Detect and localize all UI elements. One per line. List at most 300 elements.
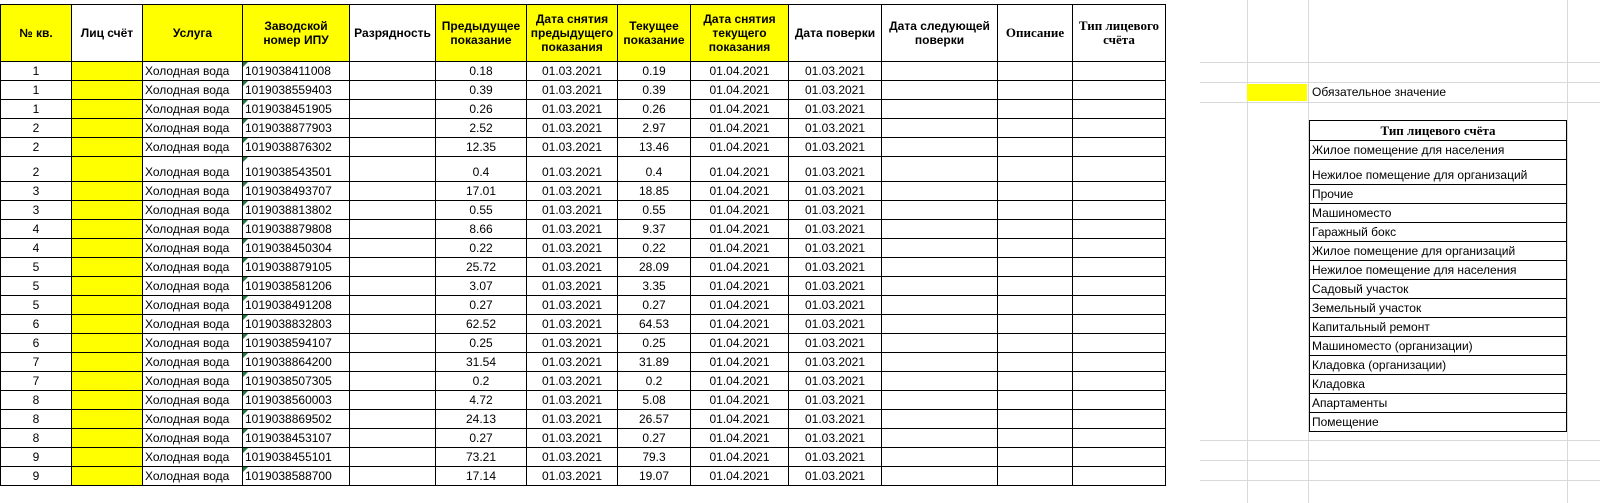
current-date-cell[interactable]: 01.04.2021	[691, 258, 789, 277]
service-cell[interactable]: Холодная вода	[143, 220, 243, 239]
serial-number-cell[interactable]: 1019038869502	[243, 410, 350, 429]
previous-reading-cell[interactable]: 2.52	[436, 119, 527, 138]
apartment-number-cell[interactable]: 4	[1, 220, 72, 239]
service-cell[interactable]: Холодная вода	[143, 448, 243, 467]
current-date-cell[interactable]: 01.04.2021	[691, 277, 789, 296]
serial-number-cell[interactable]: 1019038543501	[243, 157, 350, 182]
service-cell[interactable]: Холодная вода	[143, 258, 243, 277]
service-cell[interactable]: Холодная вода	[143, 62, 243, 81]
current-date-cell[interactable]: 01.04.2021	[691, 410, 789, 429]
previous-date-cell[interactable]: 01.03.2021	[527, 138, 618, 157]
digits-cell[interactable]	[350, 353, 436, 372]
current-date-cell[interactable]: 01.04.2021	[691, 100, 789, 119]
apartment-number-cell[interactable]: 2	[1, 138, 72, 157]
description-cell[interactable]	[998, 138, 1073, 157]
apartment-number-cell[interactable]: 4	[1, 239, 72, 258]
account-type-cell[interactable]	[1073, 277, 1166, 296]
account-type-cell[interactable]	[1073, 296, 1166, 315]
account-type-cell[interactable]	[1073, 467, 1166, 486]
current-reading-cell[interactable]: 0.27	[618, 296, 691, 315]
required-legend-label[interactable]: Обязательное значение	[1312, 85, 1447, 99]
next-verification-cell[interactable]	[882, 100, 998, 119]
account-types-title[interactable]: Тип лицевого счёта	[1310, 121, 1567, 141]
account-cell[interactable]	[72, 138, 143, 157]
next-verification-cell[interactable]	[882, 220, 998, 239]
previous-date-cell[interactable]: 01.03.2021	[527, 296, 618, 315]
previous-date-cell[interactable]: 01.03.2021	[527, 182, 618, 201]
description-cell[interactable]	[998, 81, 1073, 100]
current-date-cell[interactable]: 01.04.2021	[691, 157, 789, 182]
current-date-cell[interactable]: 01.04.2021	[691, 391, 789, 410]
digits-cell[interactable]	[350, 429, 436, 448]
previous-date-cell[interactable]: 01.03.2021	[527, 334, 618, 353]
header-apartment-number[interactable]: № кв.	[1, 5, 72, 62]
current-date-cell[interactable]: 01.04.2021	[691, 201, 789, 220]
serial-number-cell[interactable]: 1019038411008	[243, 62, 350, 81]
description-cell[interactable]	[998, 467, 1073, 486]
next-verification-cell[interactable]	[882, 201, 998, 220]
account-type-cell[interactable]	[1073, 353, 1166, 372]
account-cell[interactable]	[72, 334, 143, 353]
account-cell[interactable]	[72, 220, 143, 239]
verification-date-cell[interactable]: 01.03.2021	[789, 391, 882, 410]
previous-reading-cell[interactable]: 0.26	[436, 100, 527, 119]
serial-number-cell[interactable]: 1019038507305	[243, 372, 350, 391]
current-reading-cell[interactable]: 0.27	[618, 429, 691, 448]
description-cell[interactable]	[998, 372, 1073, 391]
previous-reading-cell[interactable]: 24.13	[436, 410, 527, 429]
next-verification-cell[interactable]	[882, 448, 998, 467]
apartment-number-cell[interactable]: 5	[1, 258, 72, 277]
current-date-cell[interactable]: 01.04.2021	[691, 138, 789, 157]
account-cell[interactable]	[72, 410, 143, 429]
account-type-cell[interactable]	[1073, 239, 1166, 258]
current-date-cell[interactable]: 01.04.2021	[691, 239, 789, 258]
account-type-cell[interactable]	[1073, 220, 1166, 239]
description-cell[interactable]	[998, 220, 1073, 239]
previous-reading-cell[interactable]: 0.39	[436, 81, 527, 100]
next-verification-cell[interactable]	[882, 315, 998, 334]
serial-number-cell[interactable]: 1019038450304	[243, 239, 350, 258]
account-type-item[interactable]: Жилое помещение для населения	[1310, 141, 1567, 160]
header-previous-reading[interactable]: Предыдущее показание	[436, 5, 527, 62]
account-cell[interactable]	[72, 182, 143, 201]
account-cell[interactable]	[72, 296, 143, 315]
current-reading-cell[interactable]: 0.26	[618, 100, 691, 119]
current-reading-cell[interactable]: 0.2	[618, 372, 691, 391]
current-date-cell[interactable]: 01.04.2021	[691, 296, 789, 315]
apartment-number-cell[interactable]: 8	[1, 391, 72, 410]
verification-date-cell[interactable]: 01.03.2021	[789, 296, 882, 315]
previous-date-cell[interactable]: 01.03.2021	[527, 277, 618, 296]
apartment-number-cell[interactable]: 6	[1, 334, 72, 353]
current-reading-cell[interactable]: 31.89	[618, 353, 691, 372]
serial-number-cell[interactable]: 1019038594107	[243, 334, 350, 353]
verification-date-cell[interactable]: 01.03.2021	[789, 372, 882, 391]
previous-reading-cell[interactable]: 12.35	[436, 138, 527, 157]
previous-date-cell[interactable]: 01.03.2021	[527, 157, 618, 182]
account-cell[interactable]	[72, 372, 143, 391]
account-cell[interactable]	[72, 62, 143, 81]
digits-cell[interactable]	[350, 138, 436, 157]
header-account-type[interactable]: Тип лицевого счёта	[1073, 5, 1166, 62]
account-cell[interactable]	[72, 315, 143, 334]
serial-number-cell[interactable]: 1019038560003	[243, 391, 350, 410]
serial-number-cell[interactable]: 1019038581206	[243, 277, 350, 296]
account-type-cell[interactable]	[1073, 182, 1166, 201]
current-reading-cell[interactable]: 0.25	[618, 334, 691, 353]
description-cell[interactable]	[998, 157, 1073, 182]
serial-number-cell[interactable]: 1019038493707	[243, 182, 350, 201]
apartment-number-cell[interactable]: 9	[1, 448, 72, 467]
current-date-cell[interactable]: 01.04.2021	[691, 372, 789, 391]
digits-cell[interactable]	[350, 467, 436, 486]
account-type-item[interactable]: Апартаменты	[1310, 394, 1567, 413]
verification-date-cell[interactable]: 01.03.2021	[789, 353, 882, 372]
digits-cell[interactable]	[350, 410, 436, 429]
verification-date-cell[interactable]: 01.03.2021	[789, 315, 882, 334]
account-type-item[interactable]: Машиноместо (организации)	[1310, 337, 1567, 356]
previous-reading-cell[interactable]: 0.22	[436, 239, 527, 258]
digits-cell[interactable]	[350, 119, 436, 138]
description-cell[interactable]	[998, 201, 1073, 220]
header-serial-number[interactable]: Заводской номер ИПУ	[243, 5, 350, 62]
next-verification-cell[interactable]	[882, 157, 998, 182]
account-cell[interactable]	[72, 448, 143, 467]
header-previous-reading-date[interactable]: Дата снятия предыдущего показания	[527, 5, 618, 62]
description-cell[interactable]	[998, 296, 1073, 315]
digits-cell[interactable]	[350, 220, 436, 239]
account-type-cell[interactable]	[1073, 448, 1166, 467]
account-type-item[interactable]: Прочие	[1310, 185, 1567, 204]
serial-number-cell[interactable]: 1019038879105	[243, 258, 350, 277]
account-type-item[interactable]: Кладовка	[1310, 375, 1567, 394]
account-type-cell[interactable]	[1073, 258, 1166, 277]
service-cell[interactable]: Холодная вода	[143, 410, 243, 429]
service-cell[interactable]: Холодная вода	[143, 119, 243, 138]
apartment-number-cell[interactable]: 9	[1, 467, 72, 486]
service-cell[interactable]: Холодная вода	[143, 182, 243, 201]
previous-date-cell[interactable]: 01.03.2021	[527, 220, 618, 239]
previous-date-cell[interactable]: 01.03.2021	[527, 315, 618, 334]
next-verification-cell[interactable]	[882, 258, 998, 277]
description-cell[interactable]	[998, 391, 1073, 410]
previous-date-cell[interactable]: 01.03.2021	[527, 391, 618, 410]
digits-cell[interactable]	[350, 81, 436, 100]
header-current-reading[interactable]: Текущее показание	[618, 5, 691, 62]
account-cell[interactable]	[72, 258, 143, 277]
verification-date-cell[interactable]: 01.03.2021	[789, 119, 882, 138]
verification-date-cell[interactable]: 01.03.2021	[789, 410, 882, 429]
service-cell[interactable]: Холодная вода	[143, 296, 243, 315]
service-cell[interactable]: Холодная вода	[143, 138, 243, 157]
serial-number-cell[interactable]: 1019038451905	[243, 100, 350, 119]
header-service[interactable]: Услуга	[143, 5, 243, 62]
current-reading-cell[interactable]: 9.37	[618, 220, 691, 239]
previous-reading-cell[interactable]: 0.18	[436, 62, 527, 81]
description-cell[interactable]	[998, 182, 1073, 201]
account-cell[interactable]	[72, 100, 143, 119]
account-type-item[interactable]: Кладовка (организации)	[1310, 356, 1567, 375]
previous-reading-cell[interactable]: 8.66	[436, 220, 527, 239]
apartment-number-cell[interactable]: 1	[1, 62, 72, 81]
digits-cell[interactable]	[350, 62, 436, 81]
account-cell[interactable]	[72, 277, 143, 296]
header-description[interactable]: Описание	[998, 5, 1073, 62]
account-type-cell[interactable]	[1073, 157, 1166, 182]
previous-date-cell[interactable]: 01.03.2021	[527, 353, 618, 372]
description-cell[interactable]	[998, 62, 1073, 81]
verification-date-cell[interactable]: 01.03.2021	[789, 100, 882, 119]
serial-number-cell[interactable]: 1019038877903	[243, 119, 350, 138]
verification-date-cell[interactable]: 01.03.2021	[789, 467, 882, 486]
next-verification-cell[interactable]	[882, 334, 998, 353]
verification-date-cell[interactable]: 01.03.2021	[789, 220, 882, 239]
verification-date-cell[interactable]: 01.03.2021	[789, 429, 882, 448]
header-verification-date[interactable]: Дата поверки	[789, 5, 882, 62]
current-reading-cell[interactable]: 79.3	[618, 448, 691, 467]
previous-reading-cell[interactable]: 0.2	[436, 372, 527, 391]
account-type-item[interactable]: Жилое помещение для организаций	[1310, 242, 1567, 261]
current-date-cell[interactable]: 01.04.2021	[691, 429, 789, 448]
serial-number-cell[interactable]: 1019038453107	[243, 429, 350, 448]
account-type-item[interactable]: Нежилое помещение для населения	[1310, 261, 1567, 280]
current-reading-cell[interactable]: 0.39	[618, 81, 691, 100]
serial-number-cell[interactable]: 1019038491208	[243, 296, 350, 315]
account-type-item[interactable]: Капитальный ремонт	[1310, 318, 1567, 337]
account-type-item[interactable]: Садовый участок	[1310, 280, 1567, 299]
account-type-cell[interactable]	[1073, 429, 1166, 448]
service-cell[interactable]: Холодная вода	[143, 100, 243, 119]
next-verification-cell[interactable]	[882, 372, 998, 391]
service-cell[interactable]: Холодная вода	[143, 391, 243, 410]
service-cell[interactable]: Холодная вода	[143, 353, 243, 372]
description-cell[interactable]	[998, 448, 1073, 467]
next-verification-cell[interactable]	[882, 391, 998, 410]
apartment-number-cell[interactable]: 5	[1, 296, 72, 315]
verification-date-cell[interactable]: 01.03.2021	[789, 448, 882, 467]
description-cell[interactable]	[998, 239, 1073, 258]
current-date-cell[interactable]: 01.04.2021	[691, 119, 789, 138]
verification-date-cell[interactable]: 01.03.2021	[789, 182, 882, 201]
account-type-cell[interactable]	[1073, 372, 1166, 391]
apartment-number-cell[interactable]: 1	[1, 81, 72, 100]
apartment-number-cell[interactable]: 7	[1, 372, 72, 391]
verification-date-cell[interactable]: 01.03.2021	[789, 277, 882, 296]
serial-number-cell[interactable]: 1019038588700	[243, 467, 350, 486]
next-verification-cell[interactable]	[882, 410, 998, 429]
description-cell[interactable]	[998, 258, 1073, 277]
current-reading-cell[interactable]: 28.09	[618, 258, 691, 277]
previous-date-cell[interactable]: 01.03.2021	[527, 258, 618, 277]
account-cell[interactable]	[72, 353, 143, 372]
apartment-number-cell[interactable]: 7	[1, 353, 72, 372]
next-verification-cell[interactable]	[882, 62, 998, 81]
previous-reading-cell[interactable]: 31.54	[436, 353, 527, 372]
verification-date-cell[interactable]: 01.03.2021	[789, 258, 882, 277]
verification-date-cell[interactable]: 01.03.2021	[789, 239, 882, 258]
serial-number-cell[interactable]: 1019038455101	[243, 448, 350, 467]
account-type-cell[interactable]	[1073, 119, 1166, 138]
description-cell[interactable]	[998, 410, 1073, 429]
current-reading-cell[interactable]: 18.85	[618, 182, 691, 201]
current-reading-cell[interactable]: 0.4	[618, 157, 691, 182]
previous-reading-cell[interactable]: 17.01	[436, 182, 527, 201]
description-cell[interactable]	[998, 353, 1073, 372]
next-verification-cell[interactable]	[882, 467, 998, 486]
next-verification-cell[interactable]	[882, 182, 998, 201]
current-reading-cell[interactable]: 19.07	[618, 467, 691, 486]
current-date-cell[interactable]: 01.04.2021	[691, 182, 789, 201]
current-reading-cell[interactable]: 0.22	[618, 239, 691, 258]
account-type-item[interactable]: Нежилое помещение для организаций	[1310, 160, 1567, 185]
digits-cell[interactable]	[350, 258, 436, 277]
current-date-cell[interactable]: 01.04.2021	[691, 62, 789, 81]
service-cell[interactable]: Холодная вода	[143, 334, 243, 353]
description-cell[interactable]	[998, 100, 1073, 119]
apartment-number-cell[interactable]: 2	[1, 157, 72, 182]
next-verification-cell[interactable]	[882, 353, 998, 372]
account-type-cell[interactable]	[1073, 391, 1166, 410]
verification-date-cell[interactable]: 01.03.2021	[789, 62, 882, 81]
service-cell[interactable]: Холодная вода	[143, 467, 243, 486]
current-reading-cell[interactable]: 2.97	[618, 119, 691, 138]
current-reading-cell[interactable]: 0.19	[618, 62, 691, 81]
previous-reading-cell[interactable]: 0.27	[436, 296, 527, 315]
apartment-number-cell[interactable]: 2	[1, 119, 72, 138]
digits-cell[interactable]	[350, 391, 436, 410]
previous-date-cell[interactable]: 01.03.2021	[527, 429, 618, 448]
next-verification-cell[interactable]	[882, 429, 998, 448]
description-cell[interactable]	[998, 334, 1073, 353]
serial-number-cell[interactable]: 1019038879808	[243, 220, 350, 239]
digits-cell[interactable]	[350, 448, 436, 467]
digits-cell[interactable]	[350, 296, 436, 315]
serial-number-cell[interactable]: 1019038832803	[243, 315, 350, 334]
serial-number-cell[interactable]: 1019038559403	[243, 81, 350, 100]
account-type-item[interactable]: Помещение	[1310, 413, 1567, 432]
previous-reading-cell[interactable]: 25.72	[436, 258, 527, 277]
digits-cell[interactable]	[350, 334, 436, 353]
previous-reading-cell[interactable]: 0.4	[436, 157, 527, 182]
current-date-cell[interactable]: 01.04.2021	[691, 315, 789, 334]
next-verification-cell[interactable]	[882, 277, 998, 296]
description-cell[interactable]	[998, 315, 1073, 334]
description-cell[interactable]	[998, 277, 1073, 296]
header-current-reading-date[interactable]: Дата снятия текущего показания	[691, 5, 789, 62]
verification-date-cell[interactable]: 01.03.2021	[789, 81, 882, 100]
next-verification-cell[interactable]	[882, 81, 998, 100]
current-date-cell[interactable]: 01.04.2021	[691, 81, 789, 100]
current-date-cell[interactable]: 01.04.2021	[691, 353, 789, 372]
verification-date-cell[interactable]: 01.03.2021	[789, 201, 882, 220]
digits-cell[interactable]	[350, 157, 436, 182]
serial-number-cell[interactable]: 1019038876302	[243, 138, 350, 157]
service-cell[interactable]: Холодная вода	[143, 201, 243, 220]
verification-date-cell[interactable]: 01.03.2021	[789, 334, 882, 353]
account-type-cell[interactable]	[1073, 62, 1166, 81]
current-date-cell[interactable]: 01.04.2021	[691, 334, 789, 353]
account-type-item[interactable]: Гаражный бокс	[1310, 223, 1567, 242]
previous-reading-cell[interactable]: 0.25	[436, 334, 527, 353]
account-type-cell[interactable]	[1073, 138, 1166, 157]
description-cell[interactable]	[998, 429, 1073, 448]
account-type-item[interactable]: Земельный участок	[1310, 299, 1567, 318]
previous-reading-cell[interactable]: 17.14	[436, 467, 527, 486]
apartment-number-cell[interactable]: 6	[1, 315, 72, 334]
current-reading-cell[interactable]: 0.55	[618, 201, 691, 220]
apartment-number-cell[interactable]: 8	[1, 410, 72, 429]
next-verification-cell[interactable]	[882, 239, 998, 258]
account-type-cell[interactable]	[1073, 81, 1166, 100]
header-account[interactable]: Лиц счёт	[72, 5, 143, 62]
current-date-cell[interactable]: 01.04.2021	[691, 467, 789, 486]
current-date-cell[interactable]: 01.04.2021	[691, 448, 789, 467]
current-reading-cell[interactable]: 26.57	[618, 410, 691, 429]
previous-date-cell[interactable]: 01.03.2021	[527, 372, 618, 391]
current-reading-cell[interactable]: 5.08	[618, 391, 691, 410]
digits-cell[interactable]	[350, 277, 436, 296]
account-cell[interactable]	[72, 201, 143, 220]
previous-date-cell[interactable]: 01.03.2021	[527, 448, 618, 467]
account-cell[interactable]	[72, 119, 143, 138]
digits-cell[interactable]	[350, 372, 436, 391]
serial-number-cell[interactable]: 1019038864200	[243, 353, 350, 372]
digits-cell[interactable]	[350, 182, 436, 201]
account-type-item[interactable]: Машиноместо	[1310, 204, 1567, 223]
account-cell[interactable]	[72, 81, 143, 100]
description-cell[interactable]	[998, 119, 1073, 138]
account-cell[interactable]	[72, 239, 143, 258]
digits-cell[interactable]	[350, 315, 436, 334]
previous-reading-cell[interactable]: 62.52	[436, 315, 527, 334]
account-type-cell[interactable]	[1073, 315, 1166, 334]
current-reading-cell[interactable]: 3.35	[618, 277, 691, 296]
header-digits[interactable]: Разрядность	[350, 5, 436, 62]
next-verification-cell[interactable]	[882, 296, 998, 315]
current-date-cell[interactable]: 01.04.2021	[691, 220, 789, 239]
apartment-number-cell[interactable]: 3	[1, 201, 72, 220]
previous-reading-cell[interactable]: 0.55	[436, 201, 527, 220]
digits-cell[interactable]	[350, 239, 436, 258]
account-cell[interactable]	[72, 467, 143, 486]
previous-date-cell[interactable]: 01.03.2021	[527, 239, 618, 258]
next-verification-cell[interactable]	[882, 138, 998, 157]
service-cell[interactable]: Холодная вода	[143, 429, 243, 448]
current-reading-cell[interactable]: 64.53	[618, 315, 691, 334]
verification-date-cell[interactable]: 01.03.2021	[789, 157, 882, 182]
previous-date-cell[interactable]: 01.03.2021	[527, 119, 618, 138]
previous-reading-cell[interactable]: 0.27	[436, 429, 527, 448]
verification-date-cell[interactable]: 01.03.2021	[789, 138, 882, 157]
previous-date-cell[interactable]: 01.03.2021	[527, 81, 618, 100]
previous-date-cell[interactable]: 01.03.2021	[527, 62, 618, 81]
previous-reading-cell[interactable]: 4.72	[436, 391, 527, 410]
service-cell[interactable]: Холодная вода	[143, 239, 243, 258]
account-cell[interactable]	[72, 157, 143, 182]
required-legend-swatch[interactable]	[1247, 84, 1307, 101]
previous-date-cell[interactable]: 01.03.2021	[527, 201, 618, 220]
previous-reading-cell[interactable]: 3.07	[436, 277, 527, 296]
apartment-number-cell[interactable]: 8	[1, 429, 72, 448]
previous-reading-cell[interactable]: 73.21	[436, 448, 527, 467]
service-cell[interactable]: Холодная вода	[143, 372, 243, 391]
account-type-cell[interactable]	[1073, 334, 1166, 353]
previous-date-cell[interactable]: 01.03.2021	[527, 410, 618, 429]
service-cell[interactable]: Холодная вода	[143, 157, 243, 182]
apartment-number-cell[interactable]: 3	[1, 182, 72, 201]
serial-number-cell[interactable]: 1019038813802	[243, 201, 350, 220]
